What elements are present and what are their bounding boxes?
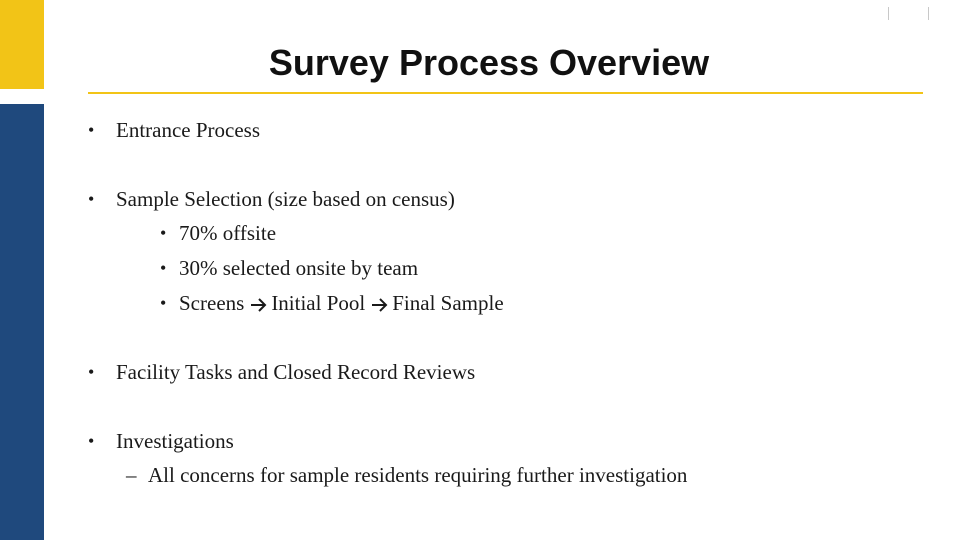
bullet-sample-selection: Sample Selection (size based on census): [116, 187, 455, 211]
arrow-right-icon: [250, 297, 268, 313]
bullet-dot: •: [88, 189, 95, 209]
bullet-investigations: Investigations: [116, 429, 234, 453]
blue-side-bar: [0, 104, 44, 540]
flow-step-initial-pool: Initial Pool: [271, 291, 366, 315]
bullet-facility-tasks: Facility Tasks and Closed Record Reviews: [116, 360, 476, 384]
sub-dash: –: [126, 463, 137, 487]
arrow-right-icon: [371, 297, 389, 313]
bullet-entrance-process: Entrance Process: [116, 118, 261, 142]
slide-title: Survey Process Overview: [268, 42, 710, 83]
corner-mark-left: [888, 7, 889, 20]
sub-bullet-onsite: 30% selected onsite by team: [179, 256, 419, 280]
sub-bullet-flow: [179, 290, 504, 316]
flow-step-screens: Screens: [179, 291, 245, 315]
sub-bullet-dot: •: [160, 293, 167, 313]
sub-bullet-offsite: 70% offsite: [179, 221, 277, 245]
bullet-dot: •: [88, 120, 95, 140]
sub-bullet-dot: •: [160, 223, 167, 243]
flow-step-final-sample: Final Sample: [392, 291, 504, 315]
yellow-accent-bar: [0, 0, 44, 89]
corner-mark-right: [928, 7, 929, 20]
bullet-dot: •: [88, 431, 95, 451]
sub-bullet-dot: •: [160, 258, 167, 278]
title-underline: [88, 92, 923, 94]
bullet-dot: •: [88, 362, 95, 382]
sub-item-concerns: All concerns for sample residents requiring further investigation: [148, 463, 688, 487]
